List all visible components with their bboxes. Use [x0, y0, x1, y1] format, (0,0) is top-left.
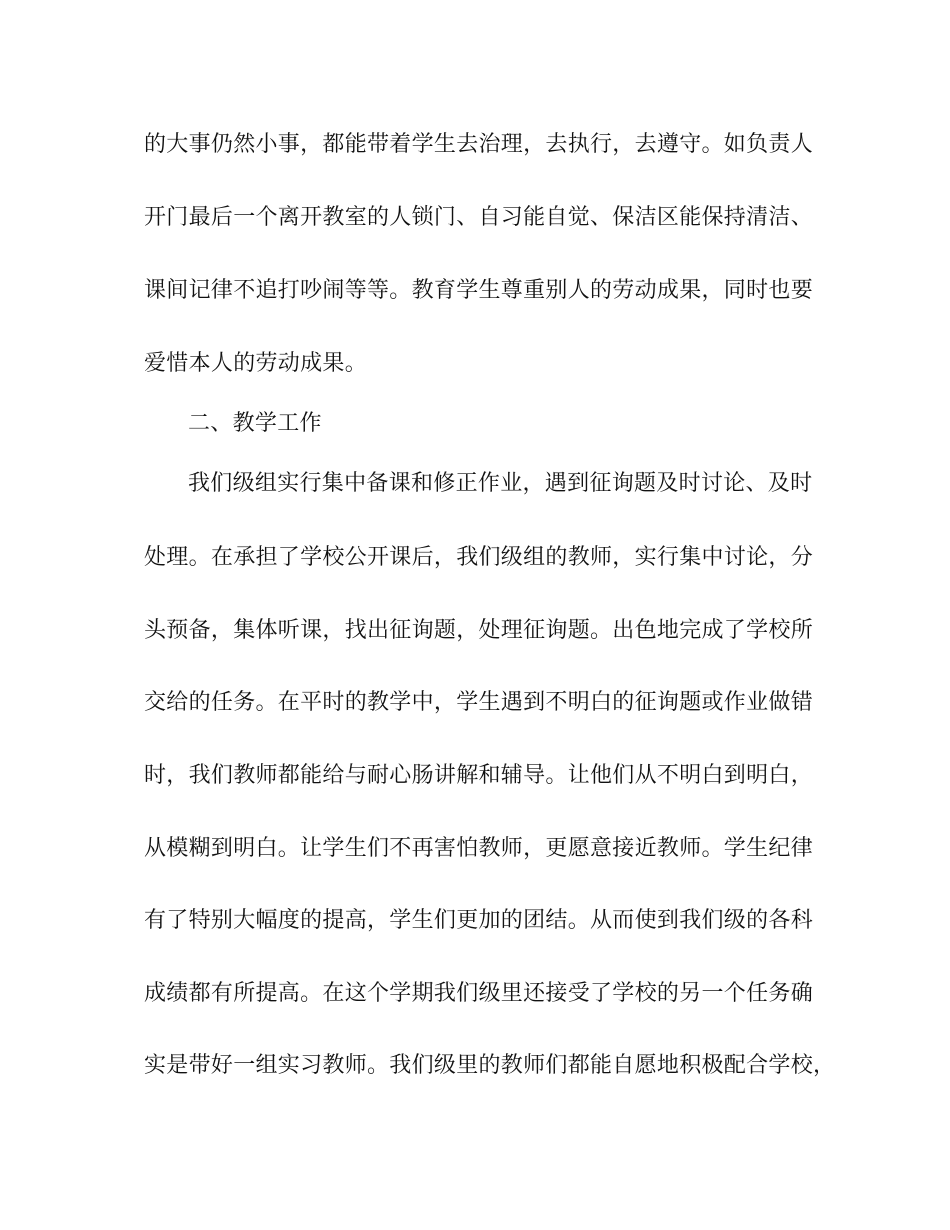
text-line: 成绩都有所提高。在这个学期我们级里还接受了学校的另一个任务确: [144, 981, 814, 1006]
text-line: 爱惜本人的劳动成果。: [144, 351, 368, 376]
text-line: 开门最后一个离开教室的人锁门、自习能自觉、保洁区能保持清洁、: [144, 205, 814, 230]
text-line: 处理。在承担了学校公开课后，我们级组的教师，实行集中讨论，分: [144, 545, 814, 570]
text-line: 头预备，集体听课，找出征询题，处理征询题。出色地完成了学校所: [144, 618, 814, 643]
text-line: 交给的任务。在平时的教学中，学生遇到不明白的征询题或作业做错: [144, 690, 814, 715]
text-line: 从模糊到明白。让学生们不再害怕教师，更愿意接近教师。学生纪律: [144, 836, 814, 861]
text-line: 实是带好一组实习教师。我们级里的教师们都能自愿地积极配合学校，: [144, 1053, 836, 1078]
text-line: 课间记律不追打吵闹等等。教育学生尊重别人的劳动成果，同时也要: [144, 278, 814, 303]
text-line: 我们级组实行集中备课和修正作业，遇到征询题及时讨论、及时: [188, 471, 813, 496]
text-line: 有了特别大幅度的提高，学生们更加的团结。从而使到我们级的各科: [144, 908, 814, 933]
text-line: 的大事仍然小事，都能带着学生去治理，去执行，去遵守。如负责人: [144, 132, 814, 157]
text-line: 时，我们教师都能给与耐心肠讲解和辅导。让他们从不明白到明白，: [144, 763, 814, 788]
section-heading: 二、教学工作: [188, 411, 322, 436]
